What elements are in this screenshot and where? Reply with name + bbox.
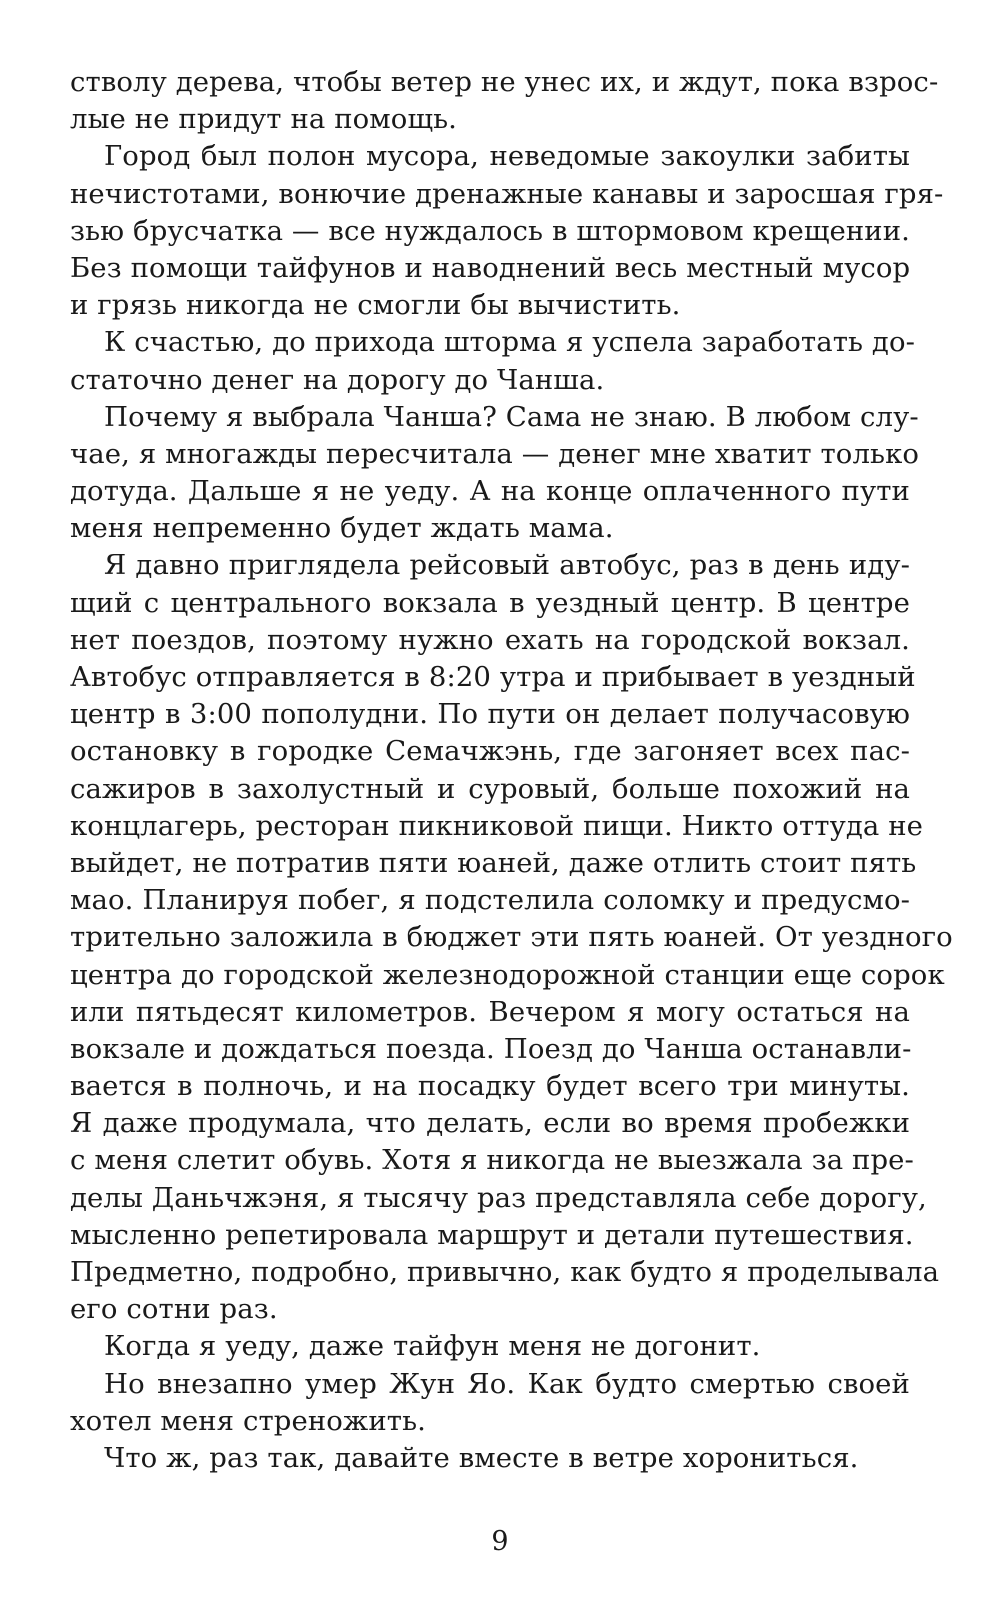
text-line: щий с центрального вокзала в уездный центр. В центре [70,586,910,619]
paragraph [70,138,944,324]
text-line: Когда я уеду, даже тайфун меня не догонит. [104,1330,761,1363]
paragraph [70,324,916,398]
text-line: Почему я выбрала Чанша? Сама не знаю. В любом слу- [104,400,919,433]
text-line: центра до городской железнодорожной станции еще сорок [70,958,945,991]
text-line: хотел меня стреножить. [70,1404,426,1437]
text-line: дотуда. Дальше я не уеду. А на конце оплаченного пути [70,475,910,508]
text-line: концлагерь, ресторан пикниковой пищи. Никто оттуда не [70,809,924,842]
text-line: выйдет, не потратив пяти юаней, даже отлить стоит пять [70,846,917,879]
text-line: стволу дерева, чтобы ветер не унес их, и ждут, пока взрос- [70,66,939,98]
text-line: мао. Планируя побег, я подстелила соломку и предусмо- [70,884,910,917]
text-line: Что ж, раз так, давайте вместе в ветре хорониться. [104,1441,859,1474]
text-line: Автобус отправляется в 8:20 утра и прибывает в уездный [70,661,916,693]
text-line: Я даже продумала, что делать, если во время пробежки [70,1107,910,1140]
text-line: Я давно приглядела рейсовый автобус, раз в день иду- [104,549,910,582]
text-line: Но внезапно умер Жун Яо. Как будто смертью своей [104,1367,910,1400]
text-line: трительно заложила в бюджет эти пять юаней. От уездного [70,921,953,954]
text-line: Город был полон мусора, неведомые закоулки забиты [104,140,910,173]
text-line: делы Даньчжэня, я тысячу раз представляла себе дорогу, [70,1181,927,1214]
paragraph [70,547,953,1328]
text-line: зью брусчатка — все нуждалось в штормовом крещении. [70,214,910,247]
text-line: лые не придут на помощь. [70,103,458,136]
paragraph [70,1366,910,1440]
text-line: остановку в городке Семачжэнь, где загоняет всех пас- [70,735,910,768]
text-line: с меня слетит обувь. Хотя я никогда не выезжала за пре- [70,1144,914,1177]
text-line: Предметно, подробно, привычно, как будто я проделывала [70,1256,940,1288]
paragraph [70,1328,910,1365]
text-line: мысленно репетировала маршрут и детали путешествия. [70,1218,914,1251]
text-line: меня непременно будет ждать мама. [70,512,614,545]
paragraph [70,1440,910,1477]
text-line: вается в полночь, и на посадку будет всего три минуты. [70,1070,910,1103]
page-number: 9 [491,1526,509,1557]
text-line: статочно денег на дорогу до Чанша. [70,363,605,396]
text-line: или пятьдесят километров. Вечером я могу остаться на [70,995,910,1028]
text-line: его сотни раз. [70,1293,278,1326]
text-line: сажиров в захолустный и суровый, больше похожий на [70,772,910,805]
text-line: центр в 3:00 пополудни. По пути он делает получасовую [70,698,910,731]
text-line: вокзале и дождаться поезда. Поезд до Чанша останавли- [70,1032,912,1065]
text-line: Без помощи тайфунов и наводнений весь местный мусор [70,251,911,284]
text-line: и грязь никогда не смогли бы вычистить. [70,289,681,322]
paragraph [70,399,920,548]
text-line: нечистотами, вонючие дренажные канавы и заросшая гря- [70,177,944,210]
text-line: нет поездов, поэтому нужно ехать на городской вокзал. [70,623,910,656]
paragraph [70,64,939,138]
page-body [70,64,953,1477]
text-line: чае, я многажды пересчитала — денег мне хватит только [70,437,920,470]
text-line: К счастью, до прихода шторма я успела заработать до- [104,326,916,359]
